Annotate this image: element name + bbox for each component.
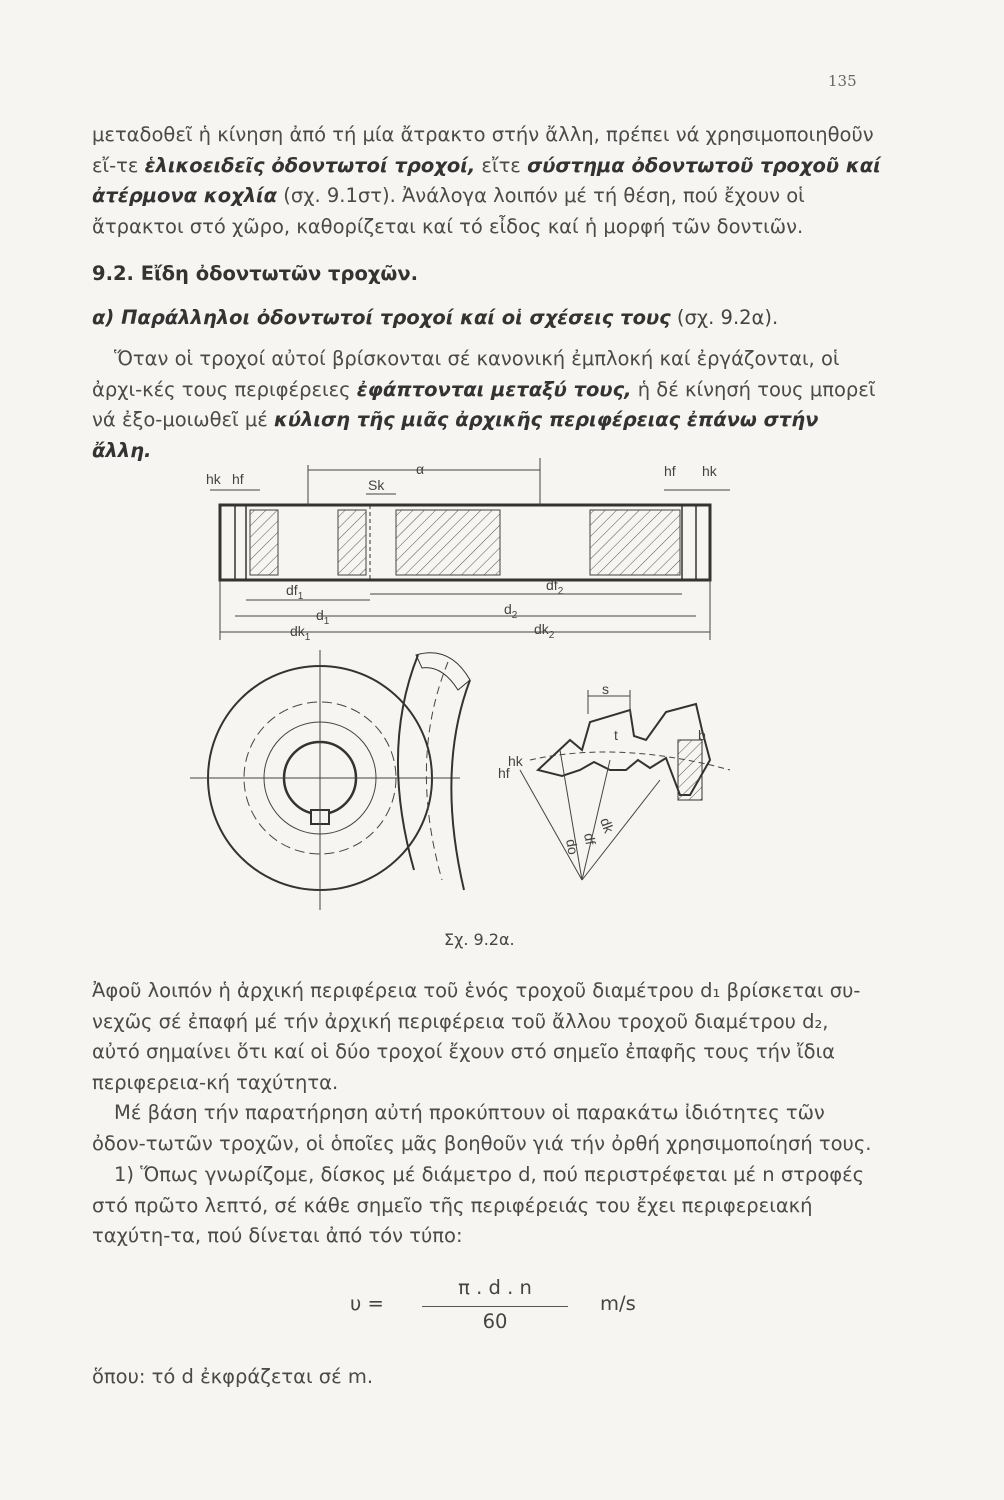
label-d2: $d_2$ xyxy=(504,601,518,621)
formula-numerator: π . d . n xyxy=(458,1276,532,1299)
label-d1: $d_1$ xyxy=(316,607,330,627)
figure-caption: Σχ. 9.2α. xyxy=(444,930,515,949)
page-number: 135 xyxy=(828,72,857,90)
paragraph-diameter: Ἀφοῦ λοιπόν ἡ ἀρχική περιφέρεια τοῦ ἑνός τροχοῦ διαμέτρου d₁ βρίσκεται συ-νεχῶς σέ ἐπαφή μέ τήν ἀρχική περιφέρεια τοῦ ἄλλου τροχοῦ διαμέτρου d₂, αὐτό σημαίνει ὅτι καί οἱ δύο τροχοί ἔχουν στό σημεῖο ἐπαφῆς τους τήν ἴδια περιφερεια-κή ταχύτητα. xyxy=(92,979,861,1094)
paragraph-intro: μεταδοθεῖ ἡ κίνηση ἀπό τή μία ἄτρακτο στήν ἄλλη, πρέπει νά χρησιμοποιηθοῦν εἴ-τε ἑλικοειδεῖς ὀδοντωτοί τροχοί, εἴτε σύστημα ὀδοντωτοῦ τροχοῦ καί ἀτέρμονα κοχλία (σχ. 9.1στ). Ἀνάλογα λοιπόν μέ τή θέση, πού ἔχουν οἱ ἄτρακτοι στό χῶρο, καθορίζεται καί τό εἶδος καί ἡ μορφή τῶν δοντιῶν. xyxy=(92,123,881,238)
label-alpha: α xyxy=(416,461,425,477)
gear-diagram xyxy=(190,450,750,930)
label-hk-detail: hk xyxy=(508,753,523,769)
label-df1: $df_1$ xyxy=(286,582,304,602)
label-hf: hf xyxy=(232,471,244,487)
formula-denominator: 60 xyxy=(482,1310,508,1333)
formula-fraction-bar xyxy=(422,1306,568,1307)
paragraph-properties: Μέ βάση τήν παρατήρηση αὐτή προκύπτουν οἱ παρακάτω ἰδιότητες τῶν ὀδον-τωτῶν τροχῶν, οἱ ὁποῖες μᾶς βοηθοῦν γιά τήν ὀρθή χρησιμοποίησή τους. xyxy=(92,1101,872,1155)
label-dk2: $dk_2$ xyxy=(534,621,555,641)
gear-front-view xyxy=(190,650,470,910)
label-hk-right: hk xyxy=(702,463,717,479)
label-sk: Sk xyxy=(368,477,385,493)
formula-unit: m/s xyxy=(600,1292,636,1315)
label-t: t xyxy=(614,727,618,743)
label-df2: $df_2$ xyxy=(546,577,564,597)
subsection-heading: α) Παράλληλοι ὀδοντωτοί τροχοί καί οἱ σχέσεις τους (σχ. 9.2α). xyxy=(92,306,779,329)
tooth-detail xyxy=(498,681,730,880)
label-dk-detail: dk xyxy=(597,815,618,835)
gear-figure xyxy=(190,450,750,930)
label-b: b xyxy=(698,727,706,743)
section-heading: 9.2. Εἴδη ὀδοντωτῶν τροχῶν. xyxy=(92,262,419,285)
label-hf-detail: hf xyxy=(498,765,510,781)
label-s: s xyxy=(602,681,609,697)
label-dk1: $dk_1$ xyxy=(290,623,311,643)
paragraph-disc: 1) Ὅπως γνωρίζομε, δίσκος μέ διάμετρο d, πού περιστρέφεται μέ n στροφές στό πρῶτο λεπτό, σέ κάθε σημεῖο τῆς περιφέρειάς του ἔχει περιφερειακή ταχύτη-τα, πού δίνεται ἀπό τόν τύπο: xyxy=(92,1163,865,1247)
label-hf-right: hf xyxy=(664,463,676,479)
formula-lhs: υ = xyxy=(350,1292,384,1315)
label-hk: hk xyxy=(206,471,221,487)
label-df-detail: df xyxy=(581,831,599,847)
label-do: do xyxy=(563,837,582,856)
paragraph-units: ὅπου: τό d ἐκφράζεται σέ m. xyxy=(92,1365,374,1388)
gear-section-view xyxy=(206,458,730,643)
velocity-formula xyxy=(92,1270,792,1334)
paragraph-contact: Ὅταν οἱ τροχοί αὐτοί βρίσκονται σέ κανονική ἐμπλοκή καί ἐργάζονται, οἱ ἀρχι-κές τους περιφέρειες ἐφάπτονται μεταξύ τους, ἡ δέ κίνησή τους μπορεῖ νά ἐξο-μοιωθεῖ μέ κύλιση τῆς μιᾶς ἀρχικῆς περιφέρειας ἐπάνω στήν ἄλλη. xyxy=(92,347,876,462)
